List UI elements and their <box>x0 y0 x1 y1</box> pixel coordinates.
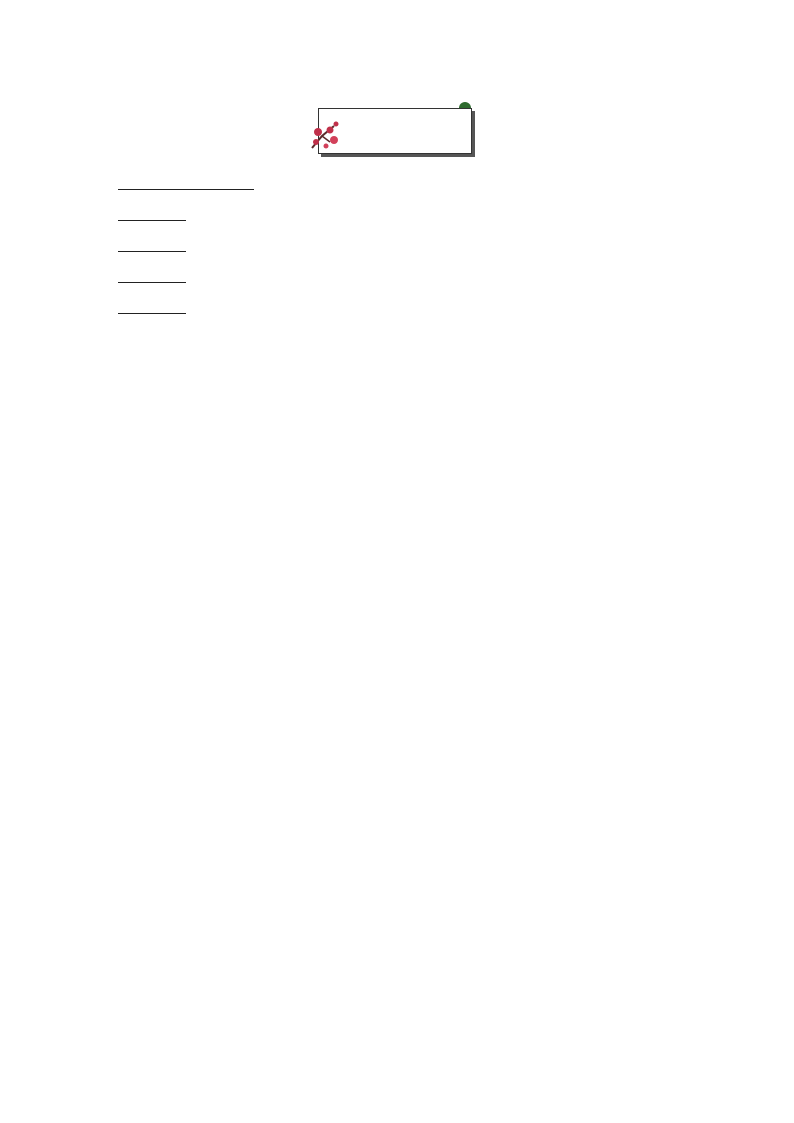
section-banner <box>118 102 678 164</box>
question-3-body <box>118 230 678 261</box>
question-4-body-cont <box>118 292 678 323</box>
question-1-body <box>118 168 678 199</box>
answer-blank[interactable] <box>118 205 186 221</box>
quiz-section <box>118 168 678 323</box>
plum-blossom-icon <box>308 118 342 152</box>
question-3-body-cont <box>118 261 678 292</box>
answer-blank[interactable] <box>118 174 186 190</box>
answer-blank[interactable] <box>186 174 254 190</box>
question-2-body <box>118 199 678 230</box>
answer-blank[interactable] <box>118 267 186 283</box>
document-page <box>118 96 678 323</box>
answer-blank[interactable] <box>118 236 186 252</box>
answer-blank[interactable] <box>118 298 186 314</box>
